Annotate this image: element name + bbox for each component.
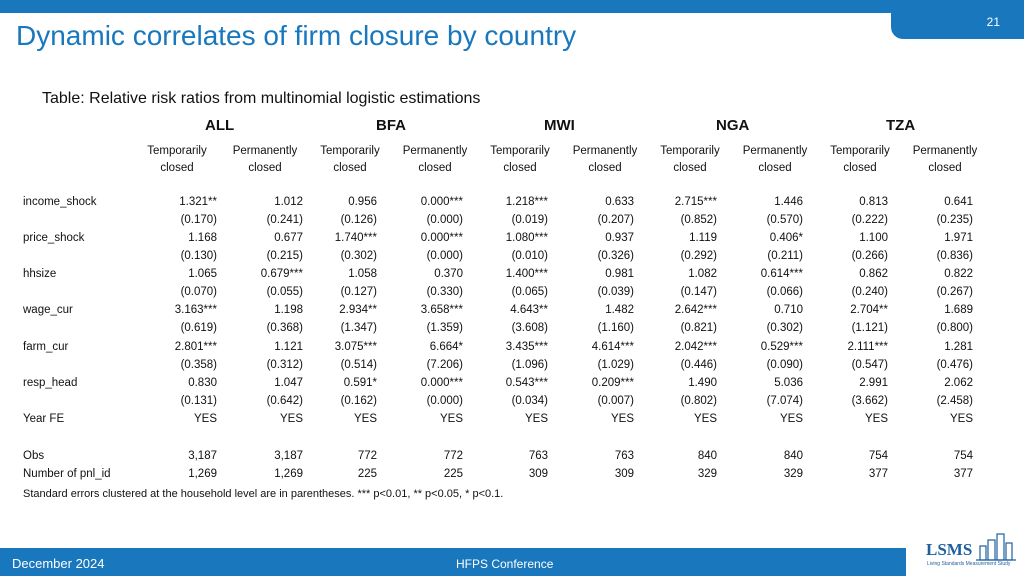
- table-cell: (0.514): [340, 359, 377, 371]
- table-cell: 1.321**: [179, 196, 217, 208]
- logo-buildings-icon: [976, 532, 1016, 562]
- table-cell: (0.570): [766, 214, 803, 226]
- table-cell: (0.222): [851, 214, 888, 226]
- table-cell: 840: [697, 450, 717, 462]
- table-cell: (0.090): [766, 359, 803, 371]
- slide-title: Dynamic correlates of firm closure by country: [16, 20, 577, 51]
- table-row: [0, 375, 1024, 393]
- table-cell: (0.241): [266, 214, 303, 226]
- table-cell: (0.267): [936, 286, 973, 298]
- row-label: farm_cur: [23, 341, 69, 353]
- table-cell: 0.529***: [760, 341, 803, 353]
- table-cell: 0.956: [348, 196, 377, 208]
- footer-conference: HFPS Conference: [456, 557, 554, 571]
- table-cell: 2.991: [859, 377, 888, 389]
- table-cell: YES: [193, 413, 217, 425]
- table-cell: (0.802): [680, 395, 717, 407]
- footer-date: December 2024: [12, 556, 105, 571]
- table-cell: YES: [610, 413, 634, 425]
- table-cell: 0.000***: [420, 196, 463, 208]
- table-caption: Table: Relative risk ratios from multinomial logistic estimations: [42, 90, 481, 107]
- table-row: [0, 248, 1024, 266]
- table-cell: (7.206): [426, 359, 463, 371]
- table-cell: YES: [779, 413, 803, 425]
- lsms-logo: [906, 528, 1024, 576]
- table-cell: (0.368): [266, 322, 303, 334]
- subheader-permanently-closed: Permanently closed: [742, 145, 808, 174]
- row-label: Number of pnl_id: [23, 468, 111, 480]
- table-row: [0, 393, 1024, 411]
- table-cell: (0.070): [180, 286, 217, 298]
- table-cell: 1.446: [774, 196, 803, 208]
- table-cell: (0.007): [597, 395, 634, 407]
- table-cell: 1.080***: [505, 232, 548, 244]
- table-cell: (0.162): [340, 395, 377, 407]
- table-cell: 1.065: [188, 268, 217, 280]
- country-header-tza: TZA: [886, 117, 916, 134]
- subheader-temporarily-closed: Temporarily closed: [490, 145, 550, 174]
- table-cell: 0.591*: [343, 377, 377, 389]
- table-cell: 1,269: [274, 468, 303, 480]
- table-cell: (0.642): [266, 395, 303, 407]
- row-label: Year FE: [23, 413, 65, 425]
- table-row: [0, 230, 1024, 248]
- table-cell: 3.163***: [174, 304, 217, 316]
- table-cell: 0.633: [605, 196, 634, 208]
- table-cell: YES: [693, 413, 717, 425]
- table-cell: 1.121: [274, 341, 303, 353]
- table-cell: YES: [524, 413, 548, 425]
- table-cell: 1.400***: [505, 268, 548, 280]
- table-cell: (0.836): [936, 250, 973, 262]
- table-row: [0, 284, 1024, 302]
- table-cell: (0.207): [597, 214, 634, 226]
- country-header-all: ALL: [205, 117, 235, 134]
- table-cell: (0.126): [340, 214, 377, 226]
- table-cell: 3.435***: [505, 341, 548, 353]
- table-row: [0, 448, 1024, 466]
- table-cell: 1.100: [859, 232, 888, 244]
- table-cell: YES: [864, 413, 888, 425]
- table-cell: 225: [443, 468, 463, 480]
- table-cell: 2.062: [944, 377, 973, 389]
- table-cell: (0.302): [766, 322, 803, 334]
- table-cell: 2.715***: [674, 196, 717, 208]
- table-cell: 1.047: [274, 377, 303, 389]
- table-cell: (0.852): [680, 214, 717, 226]
- top-bar: [0, 0, 1024, 13]
- table-cell: 0.677: [274, 232, 303, 244]
- table-cell: 0.614***: [760, 268, 803, 280]
- table-cell: 0.981: [605, 268, 634, 280]
- subheader-permanently-closed: Permanently closed: [232, 145, 298, 174]
- table-cell: (0.312): [266, 359, 303, 371]
- table-cell: 763: [528, 450, 548, 462]
- table-cell: 0.000***: [420, 232, 463, 244]
- table-cell: (0.034): [511, 395, 548, 407]
- table-cell: (0.066): [766, 286, 803, 298]
- table-cell: (0.358): [180, 359, 217, 371]
- table-cell: (0.476): [936, 359, 973, 371]
- table-cell: (0.547): [851, 359, 888, 371]
- table-cell: 0.710: [774, 304, 803, 316]
- table-cell: (0.302): [340, 250, 377, 262]
- table-cell: (3.662): [851, 395, 888, 407]
- table-cell: (0.240): [851, 286, 888, 298]
- table-cell: 2.642***: [674, 304, 717, 316]
- table-cell: 377: [953, 468, 973, 480]
- row-label: wage_cur: [23, 304, 73, 316]
- table-cell: 3.658***: [420, 304, 463, 316]
- table-cell: YES: [949, 413, 973, 425]
- table-cell: 309: [528, 468, 548, 480]
- table-cell: 1.119: [689, 232, 717, 244]
- table-cell: YES: [439, 413, 463, 425]
- table-cell: (1.347): [340, 322, 377, 334]
- table-cell: (3.608): [511, 322, 548, 334]
- table-cell: 0.641: [944, 196, 973, 208]
- table-cell: 1.082: [688, 268, 717, 280]
- subheader-permanently-closed: Permanently closed: [912, 145, 978, 174]
- country-header-mwi: MWI: [544, 117, 575, 134]
- table-cell: (7.074): [766, 395, 803, 407]
- table-cell: (0.215): [266, 250, 303, 262]
- table-cell: 4.614***: [591, 341, 634, 353]
- table-cell: 5.036: [774, 377, 803, 389]
- table-cell: (0.170): [180, 214, 217, 226]
- logo-text: LSMS: [926, 540, 973, 559]
- subheader-permanently-closed: Permanently closed: [572, 145, 638, 174]
- country-header-nga: NGA: [716, 117, 750, 134]
- table-cell: (0.000): [426, 250, 463, 262]
- table-cell: (0.019): [511, 214, 548, 226]
- table-cell: 0.937: [605, 232, 634, 244]
- table-cell: 1,269: [188, 468, 217, 480]
- table-row: [0, 357, 1024, 375]
- table-cell: (0.326): [597, 250, 634, 262]
- table-cell: (0.330): [426, 286, 463, 298]
- table-cell: 309: [614, 468, 634, 480]
- table-cell: 2.111***: [847, 341, 888, 353]
- table-cell: YES: [279, 413, 303, 425]
- table-cell: 377: [868, 468, 888, 480]
- table-cell: 2.801***: [174, 341, 217, 353]
- logo-subtext: Living Standards Measurement Study: [927, 561, 1011, 567]
- table-cell: 0.813: [859, 196, 888, 208]
- table-cell: 4.643**: [510, 304, 548, 316]
- table-row: [0, 212, 1024, 230]
- table-row: [0, 339, 1024, 357]
- table-cell: 1.490: [688, 377, 717, 389]
- table-cell: 2.934**: [339, 304, 377, 316]
- table-cell: 1.058: [348, 268, 377, 280]
- table-cell: (1.029): [597, 359, 634, 371]
- table-cell: 0.679***: [260, 268, 303, 280]
- table-cell: (0.000): [426, 395, 463, 407]
- table-cell: 1.218***: [505, 196, 548, 208]
- table-cell: 772: [443, 450, 463, 462]
- table-row: [0, 266, 1024, 284]
- table-row: [0, 194, 1024, 212]
- table-row: [0, 320, 1024, 338]
- row-label: resp_head: [23, 377, 78, 389]
- table-cell: 1.168: [188, 232, 217, 244]
- table-cell: (0.292): [680, 250, 717, 262]
- table-cell: 3,187: [188, 450, 217, 462]
- table-cell: (0.039): [597, 286, 634, 298]
- table-cell: 1.689: [944, 304, 973, 316]
- table-cell: 3.075***: [334, 341, 377, 353]
- table-cell: (1.160): [597, 322, 634, 334]
- table-cell: 0.209***: [591, 377, 634, 389]
- table-cell: 0.543***: [505, 377, 548, 389]
- table-cell: 2.704**: [850, 304, 888, 316]
- table-cell: (1.359): [426, 322, 463, 334]
- table-cell: 1.198: [274, 304, 303, 316]
- table-note: Standard errors clustered at the household level are in parentheses. *** p<0.01, ** p<0.05, * p<0.1.: [23, 488, 504, 500]
- table-cell: 0.822: [944, 268, 973, 280]
- table-cell: 1.971: [944, 232, 973, 244]
- table-row: [0, 411, 1024, 429]
- table-cell: 772: [357, 450, 377, 462]
- table-cell: (1.121): [851, 322, 888, 334]
- table-cell: (0.147): [680, 286, 717, 298]
- table-cell: (0.821): [680, 322, 717, 334]
- page-number: 21: [986, 15, 1000, 29]
- table-cell: (0.000): [426, 214, 463, 226]
- table-cell: (1.096): [511, 359, 548, 371]
- table-cell: (0.266): [851, 250, 888, 262]
- table-cell: (0.235): [936, 214, 973, 226]
- table-cell: 754: [868, 450, 888, 462]
- table-cell: (0.010): [511, 250, 548, 262]
- table-cell: 0.406*: [769, 232, 803, 244]
- table-cell: (0.055): [266, 286, 303, 298]
- page-number-tab: [891, 0, 1024, 39]
- country-header-bfa: BFA: [376, 117, 406, 134]
- row-label: hhsize: [23, 268, 57, 280]
- row-label: price_shock: [23, 232, 85, 244]
- table-cell: 1.482: [605, 304, 634, 316]
- table-cell: 1.281: [944, 341, 973, 353]
- table-cell: 840: [783, 450, 803, 462]
- table-cell: 1.740***: [334, 232, 377, 244]
- table-cell: 0.830: [188, 377, 217, 389]
- table-cell: (0.800): [936, 322, 973, 334]
- table-cell: (0.130): [180, 250, 217, 262]
- subheader-temporarily-closed: Temporarily closed: [830, 145, 890, 174]
- table-cell: 6.664*: [429, 341, 463, 353]
- table-cell: 0.862: [859, 268, 888, 280]
- table-cell: (0.127): [340, 286, 377, 298]
- row-label: income_shock: [23, 196, 97, 208]
- subheader-temporarily-closed: Temporarily closed: [660, 145, 720, 174]
- table-row: [0, 466, 1024, 484]
- table-cell: 763: [614, 450, 634, 462]
- subheader-permanently-closed: Permanently closed: [402, 145, 468, 174]
- table-cell: YES: [353, 413, 377, 425]
- table-cell: (2.458): [936, 395, 973, 407]
- table-cell: 1.012: [274, 196, 303, 208]
- table-cell: 754: [953, 450, 973, 462]
- table-cell: 3,187: [274, 450, 303, 462]
- table-cell: 0.370: [434, 268, 463, 280]
- table-cell: (0.065): [511, 286, 548, 298]
- table-cell: (0.446): [680, 359, 717, 371]
- table-cell: (0.131): [180, 395, 217, 407]
- table-cell: 2.042***: [674, 341, 717, 353]
- table-cell: 225: [357, 468, 377, 480]
- row-label: Obs: [23, 450, 45, 462]
- table-cell: 329: [783, 468, 803, 480]
- subheader-temporarily-closed: Temporarily closed: [147, 145, 207, 174]
- table-cell: (0.211): [767, 250, 803, 262]
- table-cell: 329: [697, 468, 717, 480]
- table-cell: 0.000***: [420, 377, 463, 389]
- table-cell: (0.619): [180, 322, 217, 334]
- subheader-temporarily-closed: Temporarily closed: [320, 145, 380, 174]
- table-row: [0, 302, 1024, 320]
